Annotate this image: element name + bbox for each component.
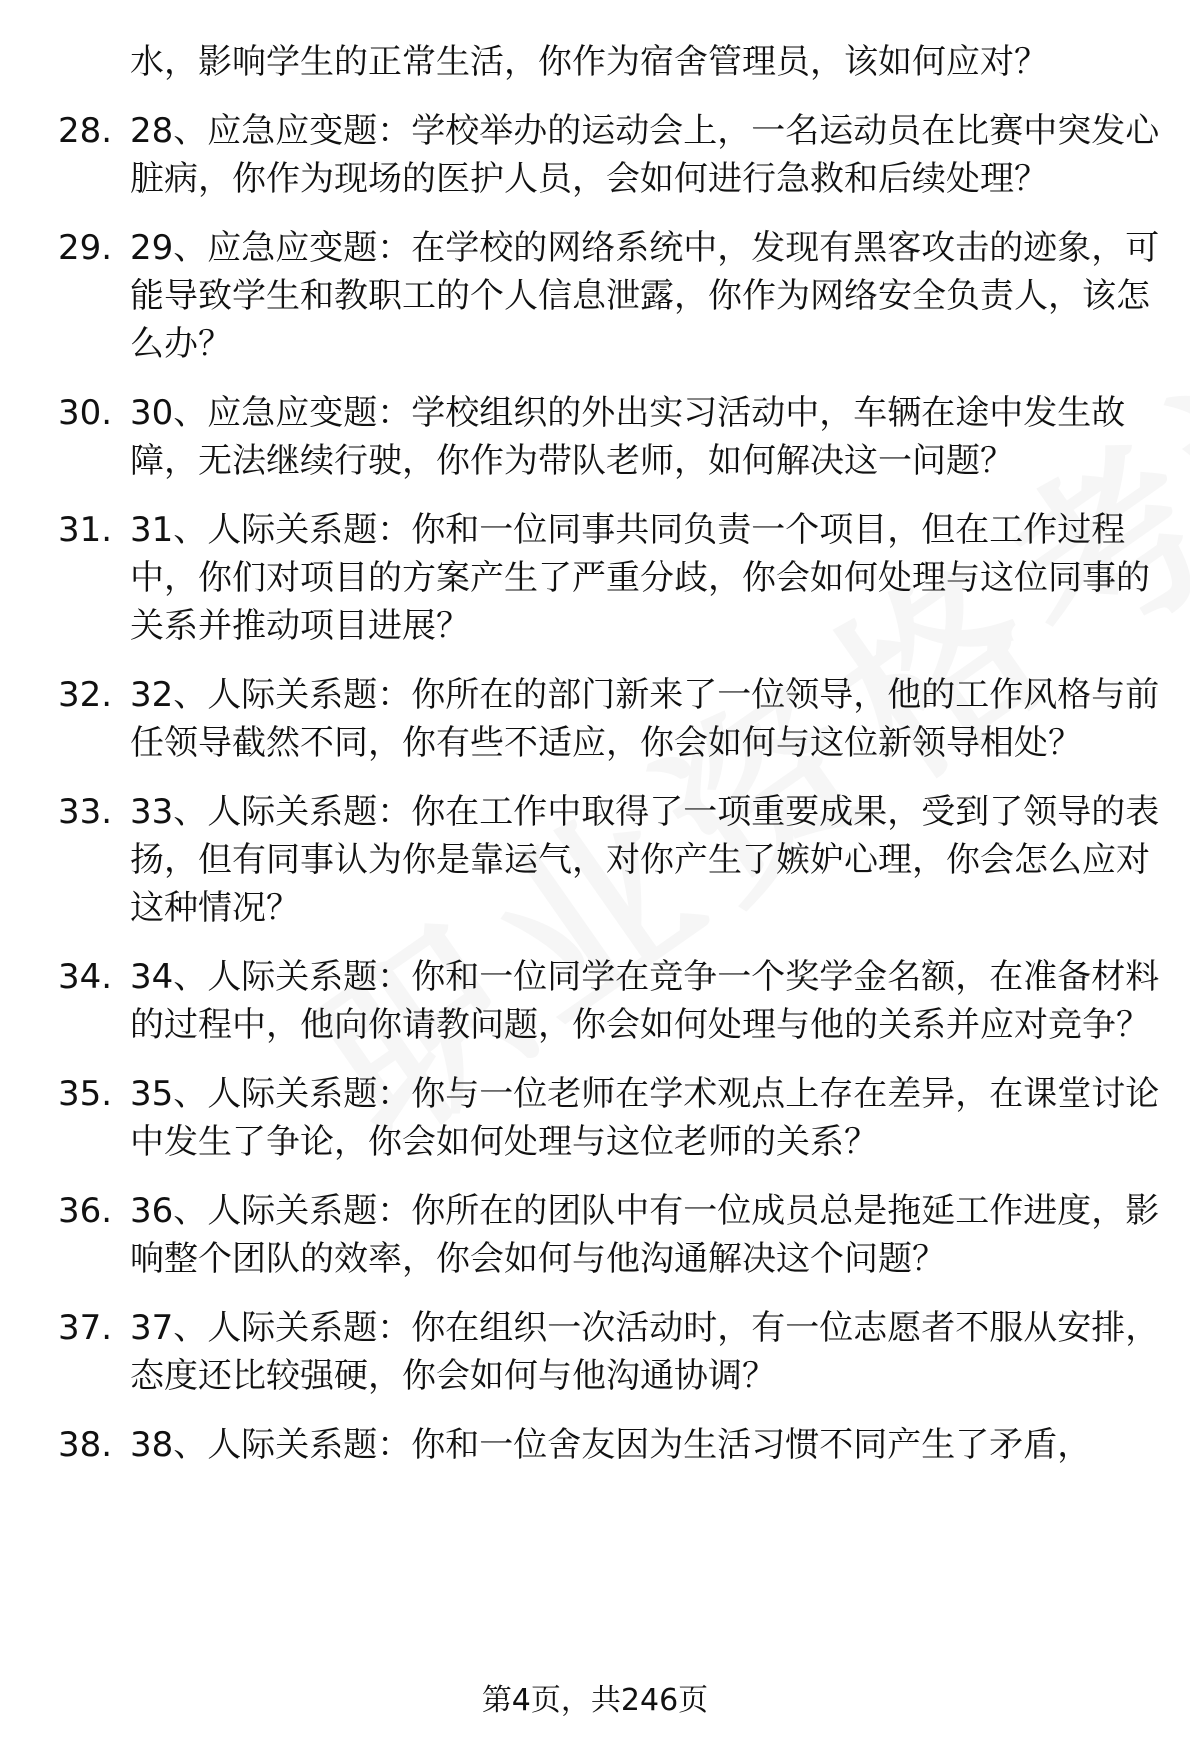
list-item [0, 953, 1190, 1049]
question-number: 30. [58, 393, 113, 433]
list-item [0, 38, 1190, 86]
question-number: 35. [58, 1074, 113, 1114]
question-text: 37、人际关系题：你在组织一次活动时，有一位志愿者不服从安排，态度还比较强硬，你会如何与他沟通协调？ [130, 1308, 1160, 1396]
question-text: 35、人际关系题：你与一位老师在学术观点上存在差异，在课堂讨论中发生了争论，你会如何处理与这位老师的关系？ [130, 1074, 1160, 1162]
question-number: 29. [58, 228, 113, 268]
list-item [0, 224, 1190, 368]
question-text: 32、人际关系题：你所在的部门新来了一位领导，他的工作风格与前任领导截然不同，你有些不适应，你会如何与这位新领导相处？ [130, 675, 1160, 763]
list-item [0, 1304, 1190, 1400]
question-text: 34、人际关系题：你和一位同学在竞争一个奖学金名额，在准备材料的过程中，他向你请教问题，你会如何处理与他的关系并应对竞争？ [130, 957, 1160, 1045]
list-item [0, 506, 1190, 650]
question-number: 28. [58, 111, 113, 151]
list-item [0, 671, 1190, 767]
list-item [0, 389, 1190, 485]
list-item [0, 107, 1190, 203]
question-number: 38. [58, 1425, 113, 1465]
question-number: 33. [58, 792, 113, 832]
list-item [0, 1070, 1190, 1166]
continuation-text: 水，影响学生的正常生活，你作为宿舍管理员，该如何应对？ [130, 42, 1048, 82]
page-number: 第4页，共246页 [481, 1683, 709, 1718]
list-item [0, 1421, 1190, 1469]
question-number: 32. [58, 675, 113, 715]
list-item [0, 1187, 1190, 1283]
question-number: 37. [58, 1308, 113, 1348]
list-item [0, 788, 1190, 932]
question-number: 31. [58, 510, 113, 550]
question-list [0, 38, 1190, 1490]
question-text: 29、应急应变题：在学校的网络系统中，发现有黑客攻击的迹象，可能导致学生和教职工的个人信息泄露，你作为网络安全负责人，该怎么办？ [130, 228, 1160, 364]
question-text: 33、人际关系题：你在工作中取得了一项重要成果，受到了领导的表扬，但有同事认为你是靠运气，对你产生了嫉妒心理，你会怎么应对这种情况？ [130, 792, 1160, 928]
question-text: 31、人际关系题：你和一位同事共同负责一个项目，但在工作过程中，你们对项目的方案产生了严重分歧，你会如何处理与这位同事的关系并推动项目进展？ [130, 510, 1150, 646]
question-text: 30、应急应变题：学校组织的外出实习活动中，车辆在途中发生故障，无法继续行驶，你作为带队老师，如何解决这一问题？ [130, 393, 1126, 481]
question-text: 28、应急应变题：学校举办的运动会上，一名运动员在比赛中突发心脏病，你作为现场的医护人员，会如何进行急救和后续处理？ [130, 111, 1160, 199]
question-number: 36. [58, 1191, 113, 1231]
question-text: 36、人际关系题：你所在的团队中有一位成员总是拖延工作进度，影响整个团队的效率，你会如何与他沟通解决这个问题？ [130, 1191, 1160, 1279]
question-number: 34. [58, 957, 113, 997]
question-text: 38、人际关系题：你和一位舍友因为生活习惯不同产生了矛盾， [130, 1425, 1092, 1465]
